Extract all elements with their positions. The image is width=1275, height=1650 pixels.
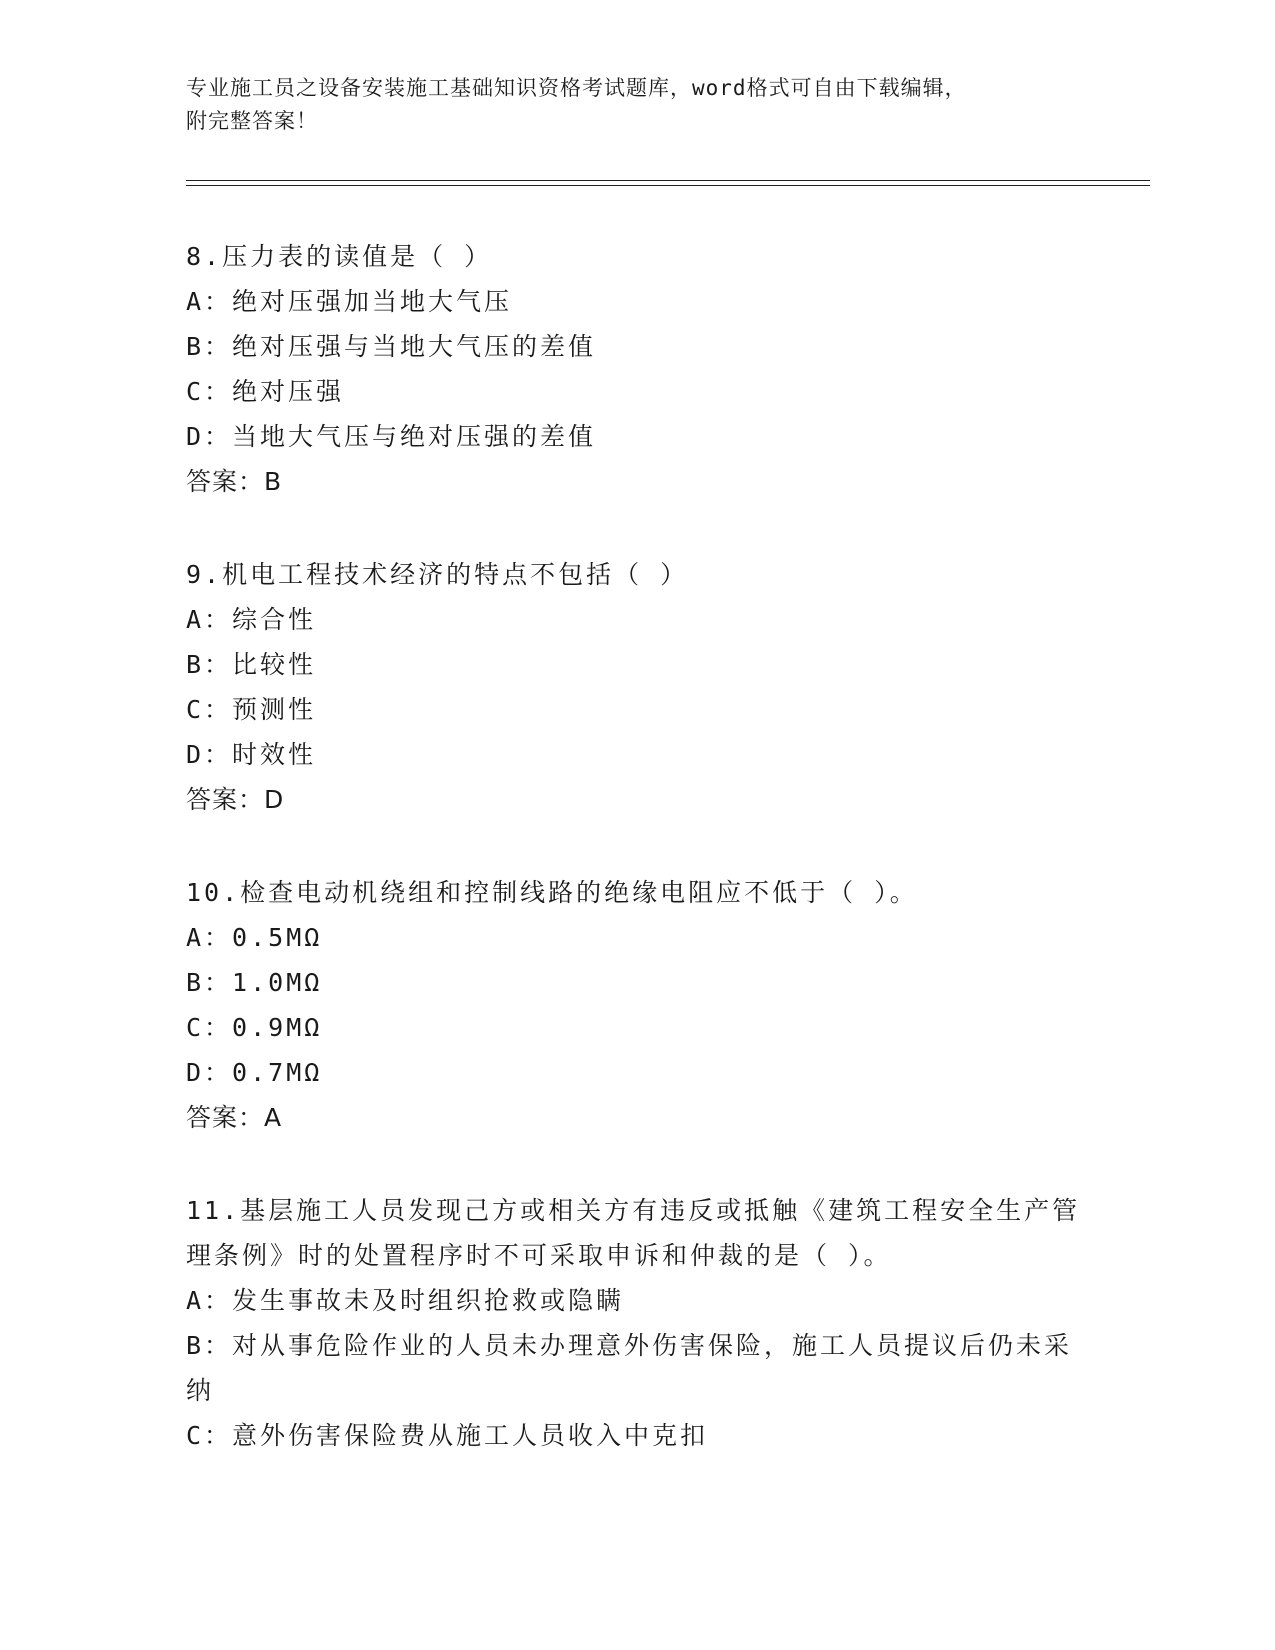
question-stem: 10.检查电动机绕组和控制线路的绝缘电阻应不低于（ ）。 [186,878,918,907]
document-header [186,72,1086,138]
option-d: D：时效性 [186,740,317,769]
option-d: D：当地大气压与绝对压强的差值 [186,422,597,451]
option-c: C：0.9MΩ [186,1013,323,1042]
question-list [186,234,1086,1506]
option-d: D：0.7MΩ [186,1058,323,1087]
answer: 答案：D [186,785,285,814]
answer: 答案：B [186,467,283,496]
option-b: B：1.0MΩ [186,968,323,997]
header-divider-top [186,180,1150,181]
answer: 答案：A [186,1103,283,1132]
option-c: C：绝对压强 [186,377,345,406]
option-b: B：绝对压强与当地大气压的差值 [186,332,597,361]
header-line-1: 专业施工员之设备安装施工基础知识资格考试题库，word格式可自由下载编辑， [186,76,967,100]
question-9 [186,552,1086,822]
header-line-2: 附完整答案！ [186,109,318,133]
option-a: A：综合性 [186,605,317,634]
option-c: C：预测性 [186,695,317,724]
option-b: B：比较性 [186,650,317,679]
option-b: B：对从事危险作业的人员未办理意外伤害保险，施工人员提议后仍未采纳 [186,1331,1073,1405]
option-c: C：意外伤害保险费从施工人员收入中克扣 [186,1421,709,1450]
question-8 [186,234,1086,504]
option-a: A：发生事故未及时组织抢救或隐瞒 [186,1286,625,1315]
option-a: A：0.5MΩ [186,923,323,952]
question-11 [186,1188,1086,1458]
question-stem: 11.基层施工人员发现己方或相关方有违反或抵触《建筑工程安全生产管理条例》时的处置程序时不可采取申诉和仲裁的是（ ）。 [186,1196,1081,1270]
question-stem: 8.压力表的读值是（ ） [186,242,493,271]
question-10 [186,870,1086,1140]
question-stem: 9.机电工程技术经济的特点不包括（ ） [186,560,689,589]
option-a: A：绝对压强加当地大气压 [186,287,513,316]
header-divider-bottom [186,185,1150,186]
